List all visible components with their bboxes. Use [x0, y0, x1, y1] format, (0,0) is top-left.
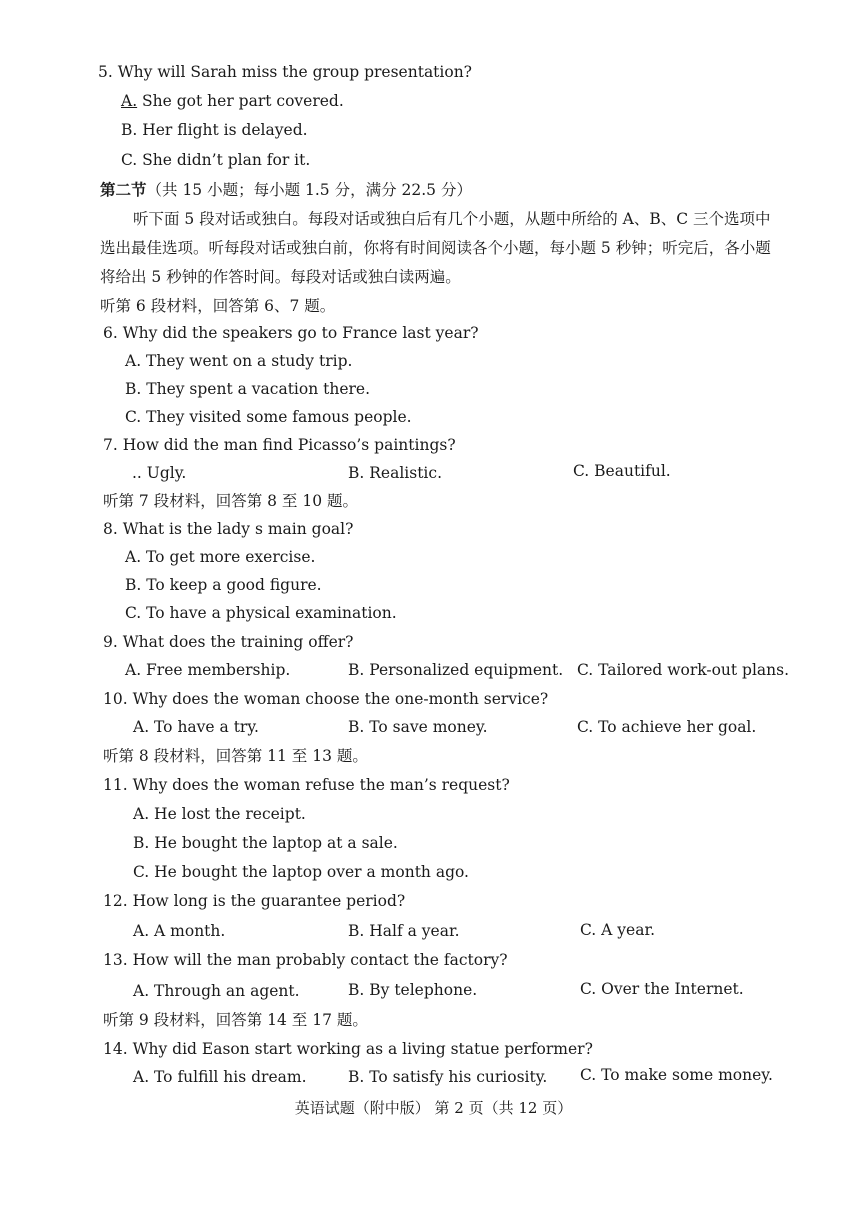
question-10-option-b: B. To save money. — [348, 718, 488, 736]
question-8-option-a: A. To get more exercise. — [125, 548, 316, 566]
question-10-stem: 10. Why does the woman choose the one-month service? — [103, 690, 549, 708]
question-6-option-b: B. They spent a vacation there. — [125, 380, 371, 398]
question-14-option-b: B. To satisfy his curiosity. — [348, 1068, 548, 1086]
question-7-option-c: C. Beautiful. — [573, 462, 671, 480]
question-9-stem: 9. What does the training offer? — [103, 633, 354, 651]
section-2-meta: （共 15 小题；每小题 1.5 分，满分 22.5 分） — [146, 181, 472, 199]
question-11-option-a: A. He lost the receipt. — [133, 805, 306, 823]
section-2-title: 第二节 — [100, 180, 147, 199]
question-5-option-a — [121, 91, 344, 111]
material-9-heading: 听第 9 段材料，回答第 14 至 17 题。 — [103, 1011, 368, 1029]
question-8-option-c: C. To have a physical examination. — [125, 604, 397, 622]
question-6-option-a: A. They went on a study trip. — [125, 352, 353, 370]
material-7-heading: 听第 7 段材料，回答第 8 至 10 题。 — [103, 492, 359, 510]
question-14-stem: 14. Why did Eason start working as a living statue performer? — [103, 1040, 593, 1058]
question-12-option-b: B. Half a year. — [348, 922, 460, 940]
question-5-option-a-letter: A. — [121, 92, 138, 110]
question-7-stem: 7. How did the man find Picasso’s paintings? — [103, 436, 456, 454]
question-5-stem: 5. Why will Sarah miss the group presentation? — [98, 63, 472, 81]
question-5-option-a-text: She got her part covered. — [137, 92, 344, 110]
material-8-heading: 听第 8 段材料，回答第 11 至 13 题。 — [103, 747, 368, 765]
question-11-option-c: C. He bought the laptop over a month ago. — [133, 863, 469, 881]
question-9-option-a: A. Free membership. — [125, 661, 291, 679]
question-12-stem: 12. How long is the guarantee period? — [103, 892, 406, 910]
question-11-stem: 11. Why does the woman refuse the man’s request? — [103, 776, 510, 794]
section-2-instruction-2: 选出最佳选项。听每段对话或独白前，你将有时间阅读各个小题，每小题 5 秒钟；听完后，各小题 — [100, 239, 771, 257]
material-6-heading: 听第 6 段材料，回答第 6、7 题。 — [100, 297, 336, 315]
question-6-stem: 6. Why did the speakers go to France last year? — [103, 324, 479, 342]
question-5-option-c: C. She didn’t plan for it. — [121, 151, 311, 169]
question-8-stem: 8. What is the lady s main goal? — [103, 520, 354, 538]
question-9-option-c: C. Tailored work-out plans. — [577, 661, 790, 679]
question-9-option-b: B. Personalized equipment. — [348, 661, 564, 679]
question-5-option-b: B. Her flight is delayed. — [121, 121, 308, 139]
question-8-option-b: B. To keep a good figure. — [125, 576, 322, 594]
page-footer: 英语试题（附中版） 第 2 页（共 12 页） — [294, 1099, 573, 1117]
section-2-heading — [100, 180, 472, 200]
question-6-option-c: C. They visited some famous people. — [125, 408, 412, 426]
question-10-option-a: A. To have a try. — [133, 718, 259, 736]
question-13-stem: 13. How will the man probably contact the factory? — [103, 951, 508, 969]
section-2-instruction-1: 听下面 5 段对话或独白。每段对话或独白后有几个小题，从题中所给的 A、B、C 三个选项中 — [133, 210, 771, 228]
question-10-option-c: C. To achieve her goal. — [577, 718, 757, 736]
question-12-option-c: C. A year. — [580, 921, 656, 939]
question-7-option-a: .. Ugly. — [132, 464, 187, 482]
question-13-option-b: B. By telephone. — [348, 981, 478, 999]
question-7-option-b: B. Realistic. — [348, 464, 442, 482]
question-11-option-b: B. He bought the laptop at a sale. — [133, 834, 398, 852]
question-12-option-a: A. A month. — [133, 922, 226, 940]
question-13-option-a: A. Through an agent. — [133, 982, 300, 1000]
question-14-option-a: A. To fulfill his dream. — [133, 1068, 307, 1086]
question-13-option-c: C. Over the Internet. — [580, 980, 744, 998]
question-14-option-c: C. To make some money. — [580, 1066, 773, 1084]
section-2-instruction-3: 将给出 5 秒钟的作答时间。每段对话或独白读两遍。 — [100, 268, 461, 286]
